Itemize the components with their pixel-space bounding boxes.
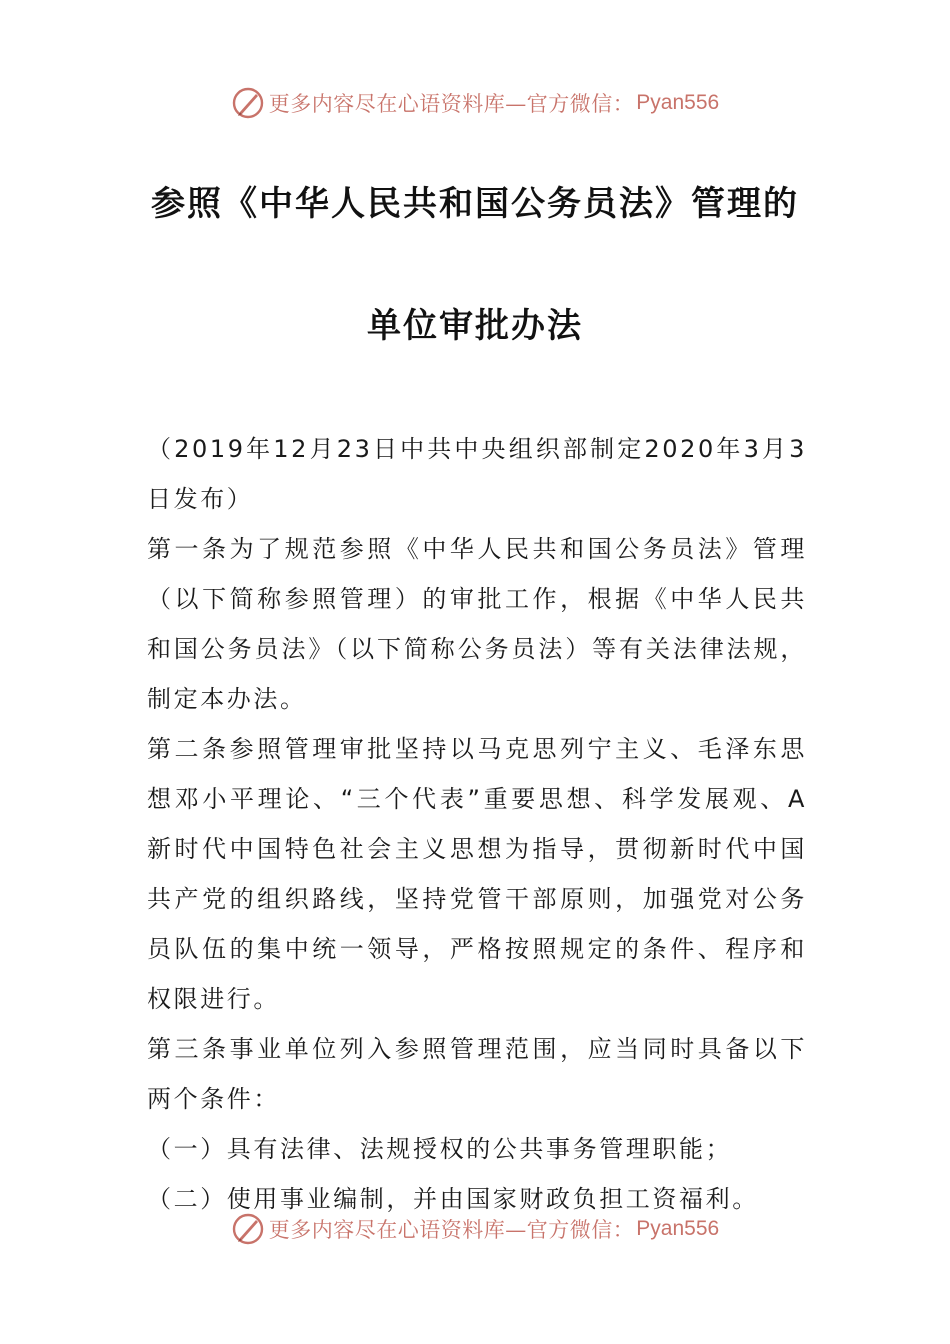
paragraph-article-3: 第三条事业单位列入参照管理范围，应当同时具备以下两个条件： — [147, 1035, 807, 1113]
document-title-line1: 参照《中华人民共和国公务员法》管理的 — [151, 184, 799, 224]
pen-logo-icon — [231, 1212, 265, 1246]
paragraph-article-2: 第二条参照管理审批坚持以马克思列宁主义、毛泽东思想邓小平理论、“三个代表”重要思想、科学发展观、A新时代中国特色社会主义思想为指导，贯彻新时代中国共产党的组织路线，坚持党管干部原则，加强党对公务员队伍的集中统一领导，严格按照规定的条件、程序和权限进行。 — [147, 735, 807, 1013]
paragraph-condition-2: （二）使用事业编制，并由国家财政负担工资福利。 — [147, 1185, 759, 1213]
paragraph-condition-1: （一）具有法律、法规授权的公共事务管理职能； — [147, 1135, 733, 1163]
watermark-text: 更多内容尽在心语资料库—官方微信： — [268, 1218, 635, 1242]
document-title-line2: 单位审批办法 — [367, 306, 583, 346]
header-watermark — [0, 86, 950, 120]
pen-logo-icon — [231, 86, 265, 120]
watermark-text: 更多内容尽在心语资料库—官方微信： — [268, 92, 635, 116]
paragraph-date: （2019年12月23日中共中央组织部制定2020年3月3日发布） — [147, 435, 807, 513]
watermark-wechat-id: Pyan556 — [636, 1217, 720, 1240]
document-body — [147, 424, 807, 1224]
watermark-wechat-id: Pyan556 — [636, 91, 720, 114]
paragraph-article-1: 第一条为了规范参照《中华人民共和国公务员法》管理（以下简称参照管理）的审批工作，根据《中华人民共和国公务员法》（以下简称公务员法）等有关法律法规，制定本办法。 — [147, 535, 807, 713]
footer-watermark — [0, 1212, 950, 1246]
